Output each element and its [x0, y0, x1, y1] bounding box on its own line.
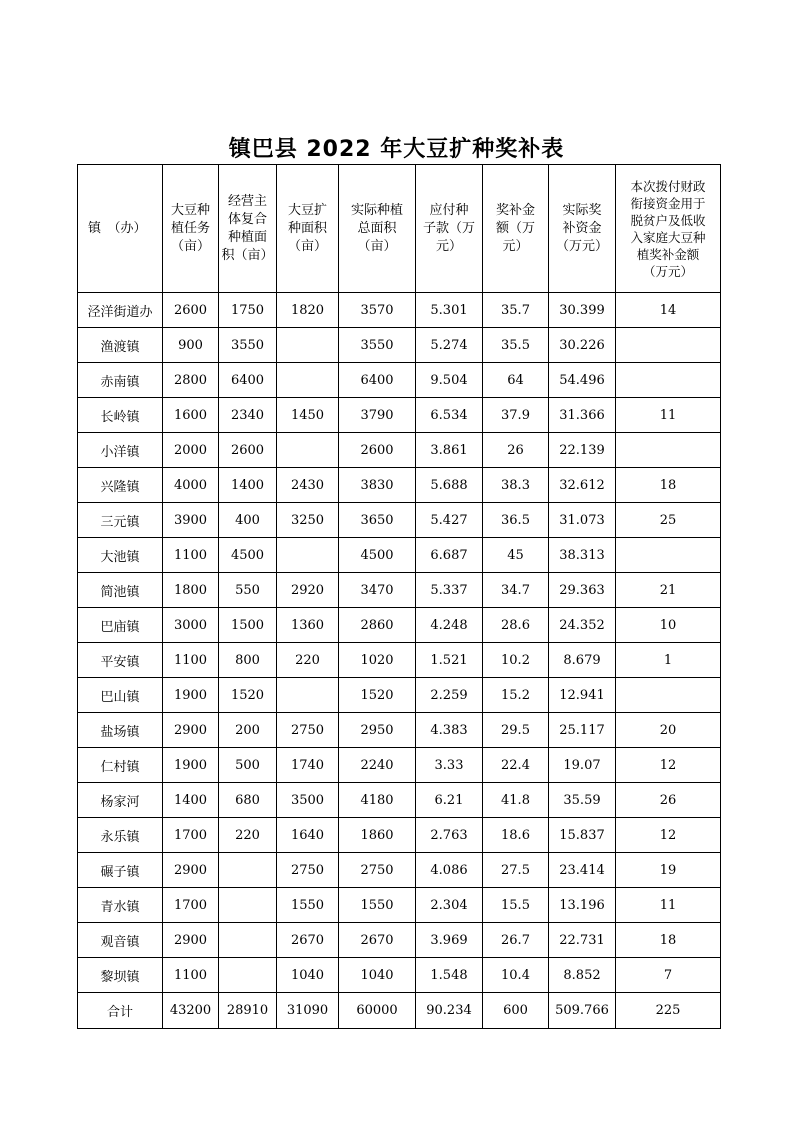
totals-expand: 31090 — [277, 993, 339, 1029]
subsidy-table — [77, 164, 721, 1029]
cell-total: 2240 — [339, 748, 416, 783]
cell-task: 2900 — [163, 713, 219, 748]
cell-task: 1900 — [163, 748, 219, 783]
cell-expand — [277, 678, 339, 713]
cell-poverty: 11 — [616, 888, 721, 923]
cell-poverty: 10 — [616, 608, 721, 643]
cell-total: 3830 — [339, 468, 416, 503]
cell-subsidy: 41.8 — [483, 783, 549, 818]
cell-town: 泾洋街道办 — [78, 293, 163, 328]
cell-task: 2800 — [163, 363, 219, 398]
table-row — [78, 573, 721, 608]
cell-actual: 30.226 — [549, 328, 616, 363]
cell-actual: 31.366 — [549, 398, 616, 433]
cell-task: 3900 — [163, 503, 219, 538]
cell-subsidy: 27.5 — [483, 853, 549, 888]
cell-subsidy: 36.5 — [483, 503, 549, 538]
cell-poverty: 12 — [616, 818, 721, 853]
cell-poverty — [616, 363, 721, 398]
cell-subsidy: 38.3 — [483, 468, 549, 503]
cell-actual: 12.941 — [549, 678, 616, 713]
cell-total: 2600 — [339, 433, 416, 468]
cell-total: 3790 — [339, 398, 416, 433]
document-title: 镇巴县 2022 年大豆扩种奖补表 — [228, 137, 565, 162]
cell-expand — [277, 363, 339, 398]
totals-actual: 509.766 — [549, 993, 616, 1029]
header-actual: 实际奖 补资金 （万元） — [549, 165, 616, 293]
cell-subsidy: 28.6 — [483, 608, 549, 643]
cell-payable: 6.21 — [416, 783, 483, 818]
cell-town: 黎坝镇 — [78, 958, 163, 993]
cell-task: 1900 — [163, 678, 219, 713]
cell-expand: 2670 — [277, 923, 339, 958]
cell-payable: 2.763 — [416, 818, 483, 853]
header-task: 大豆种 植任务 （亩） — [163, 165, 219, 293]
table-row — [78, 643, 721, 678]
cell-task: 1400 — [163, 783, 219, 818]
table-row — [78, 398, 721, 433]
totals-subsidy: 600 — [483, 993, 549, 1029]
cell-composite: 2340 — [219, 398, 277, 433]
cell-poverty — [616, 433, 721, 468]
cell-task: 1700 — [163, 818, 219, 853]
cell-town: 盐场镇 — [78, 713, 163, 748]
cell-composite: 680 — [219, 783, 277, 818]
cell-subsidy: 10.2 — [483, 643, 549, 678]
cell-poverty: 26 — [616, 783, 721, 818]
cell-total: 2860 — [339, 608, 416, 643]
table-row — [78, 923, 721, 958]
cell-actual: 8.852 — [549, 958, 616, 993]
cell-payable: 2.259 — [416, 678, 483, 713]
cell-total: 3550 — [339, 328, 416, 363]
cell-task: 1700 — [163, 888, 219, 923]
cell-expand: 2920 — [277, 573, 339, 608]
header-payable: 应付种 子款（万 元） — [416, 165, 483, 293]
cell-total: 4500 — [339, 538, 416, 573]
cell-composite: 200 — [219, 713, 277, 748]
cell-expand: 2750 — [277, 853, 339, 888]
cell-expand — [277, 538, 339, 573]
cell-composite: 800 — [219, 643, 277, 678]
cell-poverty: 14 — [616, 293, 721, 328]
cell-actual: 22.731 — [549, 923, 616, 958]
header-total-area: 实际种植 总面积 （亩） — [339, 165, 416, 293]
cell-poverty — [616, 538, 721, 573]
header-expand: 大豆扩 种面积 （亩） — [277, 165, 339, 293]
cell-total: 1860 — [339, 818, 416, 853]
table-row — [78, 293, 721, 328]
cell-actual: 32.612 — [549, 468, 616, 503]
cell-expand: 1820 — [277, 293, 339, 328]
cell-expand: 1640 — [277, 818, 339, 853]
cell-composite: 1500 — [219, 608, 277, 643]
cell-town: 简池镇 — [78, 573, 163, 608]
cell-payable: 1.548 — [416, 958, 483, 993]
table-row — [78, 433, 721, 468]
header-composite: 经营主 体复合 种植面 积（亩） — [219, 165, 277, 293]
cell-poverty: 25 — [616, 503, 721, 538]
cell-payable: 5.427 — [416, 503, 483, 538]
cell-poverty: 18 — [616, 468, 721, 503]
cell-subsidy: 26 — [483, 433, 549, 468]
cell-task: 1800 — [163, 573, 219, 608]
cell-town: 长岭镇 — [78, 398, 163, 433]
table-row — [78, 328, 721, 363]
cell-composite: 3550 — [219, 328, 277, 363]
cell-total: 1040 — [339, 958, 416, 993]
cell-composite: 1750 — [219, 293, 277, 328]
cell-town: 平安镇 — [78, 643, 163, 678]
cell-task: 2000 — [163, 433, 219, 468]
cell-payable: 5.337 — [416, 573, 483, 608]
cell-task: 2900 — [163, 923, 219, 958]
cell-subsidy: 15.5 — [483, 888, 549, 923]
cell-poverty: 7 — [616, 958, 721, 993]
table-row — [78, 713, 721, 748]
cell-actual: 25.117 — [549, 713, 616, 748]
cell-composite — [219, 958, 277, 993]
cell-town: 碾子镇 — [78, 853, 163, 888]
cell-total: 2750 — [339, 853, 416, 888]
totals-poverty: 225 — [616, 993, 721, 1029]
cell-payable: 4.248 — [416, 608, 483, 643]
cell-actual: 23.414 — [549, 853, 616, 888]
cell-town: 大池镇 — [78, 538, 163, 573]
cell-expand: 1040 — [277, 958, 339, 993]
cell-poverty: 12 — [616, 748, 721, 783]
cell-expand: 1450 — [277, 398, 339, 433]
cell-composite: 1400 — [219, 468, 277, 503]
cell-composite: 2600 — [219, 433, 277, 468]
table-row — [78, 678, 721, 713]
cell-town: 赤南镇 — [78, 363, 163, 398]
cell-total: 1020 — [339, 643, 416, 678]
header-poverty: 本次拨付财政 衔接资金用于 脱贫户及低收 入家庭大豆种 植奖补金额 （万元） — [616, 165, 721, 293]
cell-total: 1520 — [339, 678, 416, 713]
cell-total: 6400 — [339, 363, 416, 398]
cell-subsidy: 45 — [483, 538, 549, 573]
cell-town: 三元镇 — [78, 503, 163, 538]
cell-task: 1100 — [163, 538, 219, 573]
cell-subsidy: 10.4 — [483, 958, 549, 993]
cell-subsidy: 18.6 — [483, 818, 549, 853]
cell-expand: 3250 — [277, 503, 339, 538]
cell-total: 3570 — [339, 293, 416, 328]
cell-task: 4000 — [163, 468, 219, 503]
cell-payable: 6.534 — [416, 398, 483, 433]
cell-subsidy: 29.5 — [483, 713, 549, 748]
cell-payable: 3.33 — [416, 748, 483, 783]
cell-composite: 550 — [219, 573, 277, 608]
cell-total: 3470 — [339, 573, 416, 608]
table-row — [78, 608, 721, 643]
cell-subsidy: 34.7 — [483, 573, 549, 608]
table-row — [78, 468, 721, 503]
table-row — [78, 363, 721, 398]
cell-payable: 4.086 — [416, 853, 483, 888]
cell-composite — [219, 923, 277, 958]
table-row — [78, 503, 721, 538]
cell-subsidy: 35.7 — [483, 293, 549, 328]
cell-expand: 2750 — [277, 713, 339, 748]
header-subsidy: 奖补金 额（万 元） — [483, 165, 549, 293]
cell-total: 2670 — [339, 923, 416, 958]
cell-actual: 22.139 — [549, 433, 616, 468]
table-row — [78, 818, 721, 853]
cell-task: 900 — [163, 328, 219, 363]
totals-composite: 28910 — [219, 993, 277, 1029]
cell-payable: 5.688 — [416, 468, 483, 503]
table-row — [78, 888, 721, 923]
cell-actual: 29.363 — [549, 573, 616, 608]
cell-town: 杨家河 — [78, 783, 163, 818]
cell-actual: 38.313 — [549, 538, 616, 573]
cell-actual: 15.837 — [549, 818, 616, 853]
header-town: 镇 （办） — [78, 165, 163, 293]
cell-subsidy: 64 — [483, 363, 549, 398]
cell-payable: 9.504 — [416, 363, 483, 398]
cell-composite — [219, 888, 277, 923]
table-row — [78, 748, 721, 783]
totals-task: 43200 — [163, 993, 219, 1029]
cell-town: 兴隆镇 — [78, 468, 163, 503]
cell-task: 2900 — [163, 853, 219, 888]
cell-composite: 1520 — [219, 678, 277, 713]
cell-payable: 4.383 — [416, 713, 483, 748]
cell-poverty: 19 — [616, 853, 721, 888]
cell-town: 渔渡镇 — [78, 328, 163, 363]
cell-task: 1600 — [163, 398, 219, 433]
cell-composite: 4500 — [219, 538, 277, 573]
cell-payable: 6.687 — [416, 538, 483, 573]
cell-town: 巴山镇 — [78, 678, 163, 713]
table-row — [78, 783, 721, 818]
cell-expand: 3500 — [277, 783, 339, 818]
cell-task: 2600 — [163, 293, 219, 328]
table-row — [78, 958, 721, 993]
table-row — [78, 853, 721, 888]
cell-payable: 2.304 — [416, 888, 483, 923]
cell-total: 1550 — [339, 888, 416, 923]
cell-poverty: 18 — [616, 923, 721, 958]
cell-town: 观音镇 — [78, 923, 163, 958]
cell-town: 小洋镇 — [78, 433, 163, 468]
cell-total: 2950 — [339, 713, 416, 748]
cell-poverty — [616, 328, 721, 363]
cell-task: 3000 — [163, 608, 219, 643]
cell-poverty: 21 — [616, 573, 721, 608]
cell-payable: 5.301 — [416, 293, 483, 328]
cell-total: 3650 — [339, 503, 416, 538]
cell-town: 永乐镇 — [78, 818, 163, 853]
cell-expand: 1360 — [277, 608, 339, 643]
cell-actual: 31.073 — [549, 503, 616, 538]
cell-actual: 13.196 — [549, 888, 616, 923]
cell-composite: 400 — [219, 503, 277, 538]
cell-town: 青水镇 — [78, 888, 163, 923]
cell-poverty: 20 — [616, 713, 721, 748]
cell-composite: 500 — [219, 748, 277, 783]
cell-expand: 1550 — [277, 888, 339, 923]
cell-task: 1100 — [163, 643, 219, 678]
cell-subsidy: 22.4 — [483, 748, 549, 783]
totals-payable: 90.234 — [416, 993, 483, 1029]
cell-actual: 24.352 — [549, 608, 616, 643]
cell-composite: 220 — [219, 818, 277, 853]
cell-town: 仁村镇 — [78, 748, 163, 783]
cell-payable: 1.521 — [416, 643, 483, 678]
cell-total: 4180 — [339, 783, 416, 818]
cell-task: 1100 — [163, 958, 219, 993]
cell-town: 巴庙镇 — [78, 608, 163, 643]
header-row — [78, 165, 721, 293]
cell-expand — [277, 328, 339, 363]
cell-expand: 1740 — [277, 748, 339, 783]
cell-payable: 3.969 — [416, 923, 483, 958]
cell-payable: 5.274 — [416, 328, 483, 363]
cell-actual: 35.59 — [549, 783, 616, 818]
cell-actual: 19.07 — [549, 748, 616, 783]
cell-payable: 3.861 — [416, 433, 483, 468]
cell-composite: 6400 — [219, 363, 277, 398]
cell-actual: 54.496 — [549, 363, 616, 398]
cell-composite — [219, 853, 277, 888]
cell-expand: 220 — [277, 643, 339, 678]
cell-subsidy: 15.2 — [483, 678, 549, 713]
cell-poverty: 11 — [616, 398, 721, 433]
cell-subsidy: 35.5 — [483, 328, 549, 363]
cell-expand: 2430 — [277, 468, 339, 503]
cell-expand — [277, 433, 339, 468]
totals-row — [78, 993, 721, 1029]
totals-label: 合计 — [78, 993, 163, 1029]
cell-actual: 30.399 — [549, 293, 616, 328]
cell-subsidy: 37.9 — [483, 398, 549, 433]
cell-poverty: 1 — [616, 643, 721, 678]
table-row — [78, 538, 721, 573]
cell-subsidy: 26.7 — [483, 923, 549, 958]
cell-actual: 8.679 — [549, 643, 616, 678]
cell-poverty — [616, 678, 721, 713]
totals-total: 60000 — [339, 993, 416, 1029]
